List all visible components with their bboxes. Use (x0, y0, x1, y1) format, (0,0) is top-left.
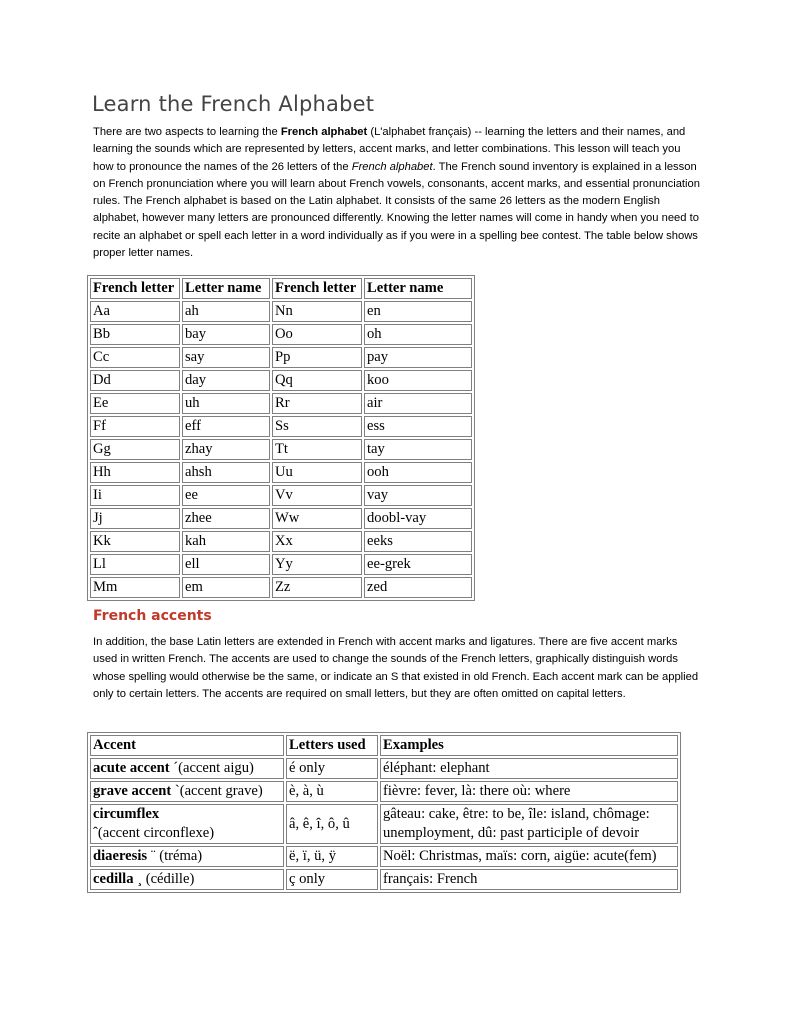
table-cell: Mm (90, 577, 180, 598)
accent-name: diaeresis (93, 848, 148, 864)
table-cell: ess (364, 416, 472, 437)
table-row (90, 554, 472, 575)
header-cell: French letter (90, 278, 180, 299)
header-cell: Letter name (182, 278, 270, 299)
header-cell: Accent (90, 735, 284, 756)
table-cell: Jj (90, 508, 180, 529)
table-cell: Xx (272, 531, 362, 552)
table-cell: Bb (90, 324, 180, 345)
accent-cell (90, 804, 284, 844)
table-cell: day (182, 370, 270, 391)
table-cell: Qq (272, 370, 362, 391)
table-cell: Ww (272, 508, 362, 529)
table-cell: ell (182, 554, 270, 575)
accent-cell (90, 781, 284, 802)
table-row (90, 531, 472, 552)
table-row (90, 577, 472, 598)
table-cell: Dd (90, 370, 180, 391)
table-cell: say (182, 347, 270, 368)
table-cell: Nn (272, 301, 362, 322)
table-cell: em (182, 577, 270, 598)
table-cell: Ee (90, 393, 180, 414)
table-cell: ahsh (182, 462, 270, 483)
page-title: Learn the French Alphabet (92, 92, 375, 116)
accents-paragraph: In addition, the base Latin letters are extended in French with accent marks and ligatures. There are five accent marks used in written French. The accents are used to change the sounds of the French letters, graphically distinguish words whose spelling would otherwise be the same, or indicate an S that existed in old French. Each accent mark can be applied only to certain letters. The accents are required on small letters, but they are often omitted on capital letters. (93, 636, 699, 700)
accent-mark: ¨ (tréma) (147, 848, 203, 864)
table-cell: pay (364, 347, 472, 368)
accent-mark: ¸ (cédille) (133, 871, 195, 887)
intro-text-3: . The French sound inventory is explained in a lesson on French pronunciation where you will learn about French vowels, consonants, accent marks, and essential pronunciation rules. The French alphabet is based on the Latin alphabet. It consists of the same 26 letters as the modern English alphabet, however many letters are pronounced differently. Knowing the letter names will come in handy when you need to recite an alphabet or spell each letter in a word individually as if you were in a spelling bee contest. The table below shows proper letter names. (93, 160, 700, 260)
table-cell: bay (182, 324, 270, 345)
table-cell: Kk (90, 531, 180, 552)
table-cell: doobl-vay (364, 508, 472, 529)
table-cell: ee-grek (364, 554, 472, 575)
table-row (90, 846, 678, 867)
table-row (90, 758, 678, 779)
accent-cell (90, 846, 284, 867)
letters-cell: è, à, ù (286, 781, 378, 802)
table-cell: zhee (182, 508, 270, 529)
table-cell: Vv (272, 485, 362, 506)
table-row (90, 324, 472, 345)
table-cell: Oo (272, 324, 362, 345)
accents-table (87, 732, 681, 893)
examples-cell: gâteau: cake, être: to be, île: island, chômage: unemployment, dû: past participle of devoir (380, 804, 678, 844)
letters-cell: ë, ï, ü, ÿ (286, 846, 378, 867)
table-row (90, 301, 472, 322)
accent-cell (90, 758, 284, 779)
section-heading-accents: French accents (93, 608, 212, 624)
accent-mark: ˆ(accent circonflexe) (93, 825, 215, 841)
intro-text-1: There are two aspects to learning the (93, 126, 281, 138)
letters-cell: â, ê, î, ô, û (286, 804, 378, 844)
table-row (90, 416, 472, 437)
table-cell: vay (364, 485, 472, 506)
table-cell: kah (182, 531, 270, 552)
table-cell: oh (364, 324, 472, 345)
table-row (90, 393, 472, 414)
table-row (90, 804, 678, 844)
intro-text-2: (L'alphabet français) -- learning the letters and their names, and learning the sounds which are represented by letters, accent marks, and letter combinations. This lesson will teach you how to pronounce the names of the 26 letters of the (93, 126, 686, 173)
table-cell: Ll (90, 554, 180, 575)
table-cell: en (364, 301, 472, 322)
table-cell: ee (182, 485, 270, 506)
table-cell: zed (364, 577, 472, 598)
header-cell: Examples (380, 735, 678, 756)
table-cell: Ss (272, 416, 362, 437)
letter-names-table (87, 275, 475, 601)
accent-name: cedilla (93, 871, 134, 887)
accent-name: circumflex (93, 806, 160, 822)
header-cell: French letter (272, 278, 362, 299)
table-row (90, 462, 472, 483)
table-row (90, 485, 472, 506)
table-cell: Aa (90, 301, 180, 322)
table-cell: ooh (364, 462, 472, 483)
table-header-row (90, 278, 472, 299)
letters-cell: é only (286, 758, 378, 779)
letters-cell: ç only (286, 869, 378, 890)
accent-cell (90, 869, 284, 890)
examples-cell: fièvre: fever, là: there où: where (380, 781, 678, 802)
table-cell: Rr (272, 393, 362, 414)
table-cell: Cc (90, 347, 180, 368)
table-cell: eff (182, 416, 270, 437)
accent-mark: ´(accent aigu) (169, 760, 254, 776)
table-cell: eeks (364, 531, 472, 552)
accent-name: acute accent (93, 760, 170, 776)
intro-bold-term: French alphabet (280, 126, 368, 138)
table-header-row (90, 735, 678, 756)
examples-cell: éléphant: elephant (380, 758, 678, 779)
header-cell: Letters used (286, 735, 378, 756)
intro-paragraph (93, 124, 703, 262)
table-row (90, 869, 678, 890)
table-cell: Ff (90, 416, 180, 437)
table-row (90, 370, 472, 391)
accent-name: grave accent (93, 783, 172, 799)
table-cell: Zz (272, 577, 362, 598)
examples-cell: Noël: Christmas, maïs: corn, aigüe: acute(fem) (380, 846, 678, 867)
table-cell: Tt (272, 439, 362, 460)
table-cell: Hh (90, 462, 180, 483)
table-cell: koo (364, 370, 472, 391)
examples-cell: français: French (380, 869, 678, 890)
table-cell: Yy (272, 554, 362, 575)
table-cell: Uu (272, 462, 362, 483)
table-cell: Gg (90, 439, 180, 460)
table-cell: air (364, 393, 472, 414)
table-row (90, 508, 472, 529)
table-row (90, 347, 472, 368)
accent-mark: `(accent grave) (171, 783, 263, 799)
table-cell: zhay (182, 439, 270, 460)
table-cell: tay (364, 439, 472, 460)
table-cell: Pp (272, 347, 362, 368)
table-row (90, 439, 472, 460)
header-cell: Letter name (364, 278, 472, 299)
table-cell: Ii (90, 485, 180, 506)
table-cell: ah (182, 301, 270, 322)
intro-italic-term: French alphabet (351, 160, 433, 173)
table-row (90, 781, 678, 802)
table-cell: uh (182, 393, 270, 414)
